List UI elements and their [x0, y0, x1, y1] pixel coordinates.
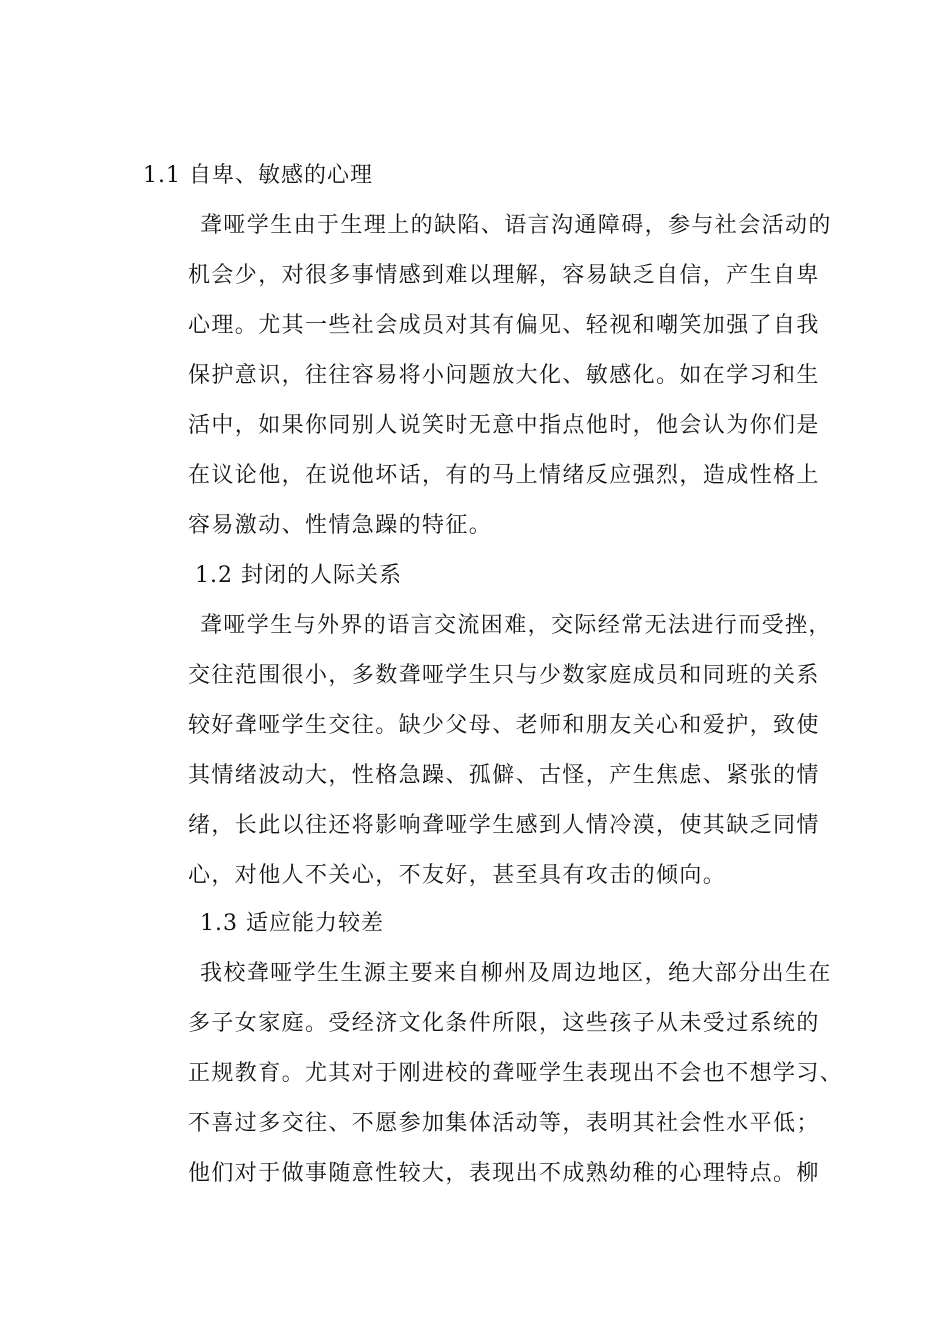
- paragraph-line: 多子女家庭。受经济文化条件所限，这些孩子从未受过系统的: [188, 1011, 820, 1036]
- paragraph-line: 在议论他，在说他坏话，有的马上情绪反应强烈，造成性格上: [188, 463, 820, 488]
- section-heading: 1.1 自卑、敏感的心理: [143, 163, 373, 188]
- paragraph-line: 机会少，对很多事情感到难以理解，容易缺乏自信，产生自卑: [188, 263, 820, 288]
- section-heading: 1.3 适应能力较差: [200, 911, 384, 936]
- paragraph-line: 不喜过多交往、不愿参加集体活动等，表明其社会性水平低；: [188, 1111, 820, 1136]
- paragraph-line: 其情绪波动大，性格急躁、孤僻、古怪，产生焦虑、紧张的情: [188, 763, 820, 788]
- paragraph-line: 较好聋哑学生交往。缺少父母、老师和朋友关心和爱护，致使: [188, 713, 820, 738]
- paragraph-line: 心理。尤其一些社会成员对其有偏见、轻视和嘲笑加强了自我: [188, 313, 820, 338]
- paragraph-line: 容易激动、性情急躁的特征。: [188, 513, 493, 538]
- paragraph-line: 我校聋哑学生生源主要来自柳州及周边地区，绝大部分出生在: [200, 961, 832, 986]
- paragraph-line: 保护意识，往往容易将小问题放大化、敏感化。如在学习和生: [188, 363, 820, 388]
- paragraph-line: 他们对于做事随意性较大，表现出不成熟幼稚的心理特点。柳: [188, 1161, 820, 1186]
- paragraph-line: 绪，长此以往还将影响聋哑学生感到人情冷漠，使其缺乏同情: [188, 813, 820, 838]
- paragraph-line: 聋哑学生由于生理上的缺陷、语言沟通障碍，参与社会活动的: [200, 213, 832, 238]
- paragraph-line: 活中，如果你同别人说笑时无意中指点他时，他会认为你们是: [188, 413, 820, 438]
- section-heading: 1.2 封闭的人际关系: [195, 563, 402, 588]
- paragraph-line: 正规教育。尤其对于刚进校的聋哑学生表现出不会也不想学习、: [188, 1061, 844, 1086]
- paragraph-line: 心，对他人不关心，不友好，甚至具有攻击的倾向。: [188, 863, 727, 888]
- paragraph-line: 交往范围很小，多数聋哑学生只与少数家庭成员和同班的关系: [188, 663, 820, 688]
- paragraph-line: 聋哑学生与外界的语言交流困难，交际经常无法进行而受挫，: [200, 613, 832, 638]
